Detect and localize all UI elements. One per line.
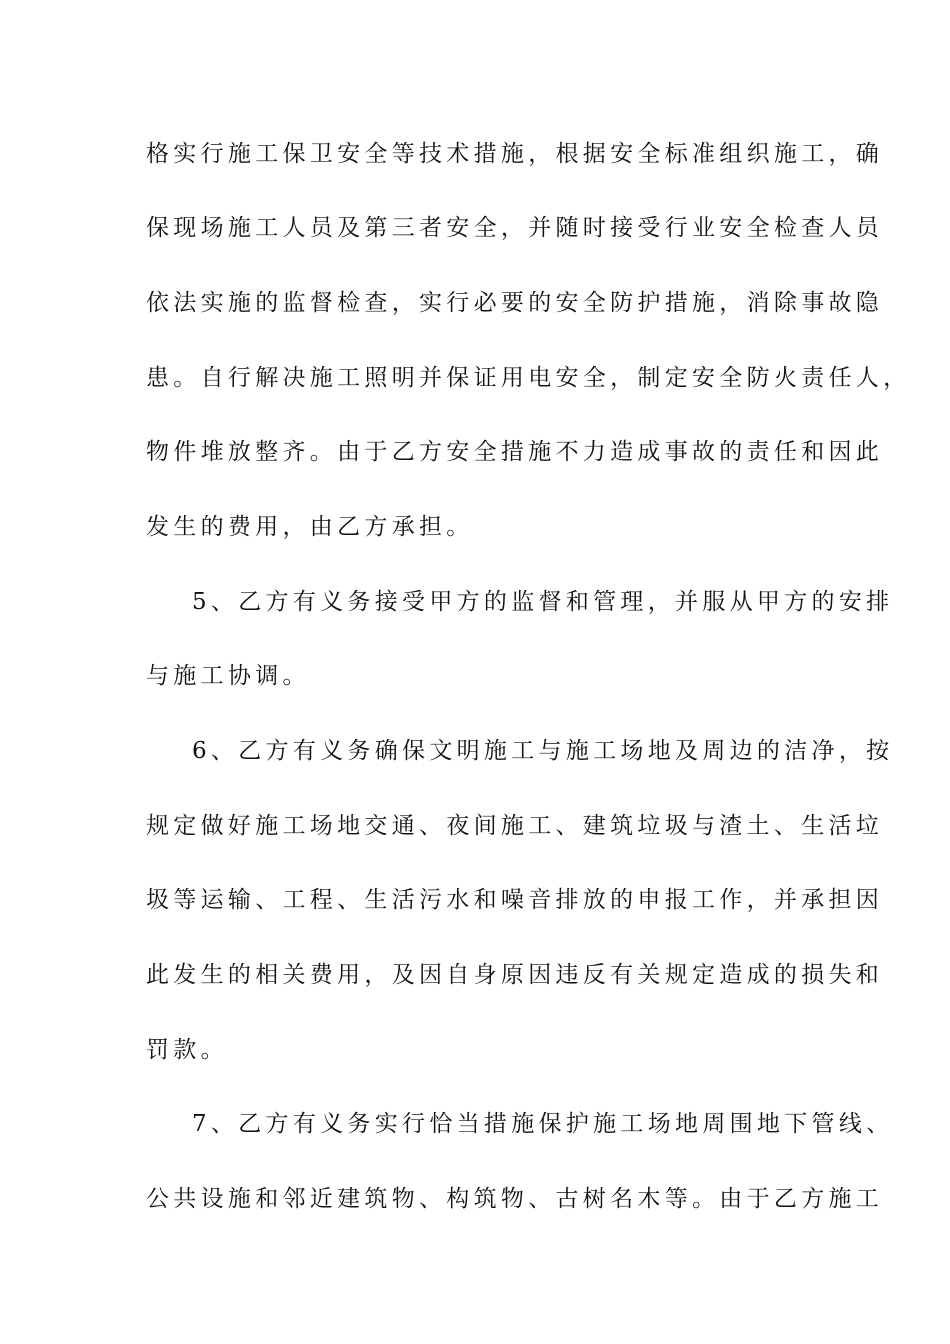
text-line: 公共设施和邻近建筑物、构筑物、古树名木等。由于乙方施工 (146, 1186, 884, 1212)
text-line: 规定做好施工场地交通、夜间施工、建筑垃圾与渣土、生活垃 (146, 813, 884, 839)
paragraph-5-start: 5、乙方有义务接受甲方的监督和管理，并服从甲方的安排 (192, 589, 894, 615)
text-line: 罚款。 (146, 1037, 228, 1063)
text-line: 保现场施工人员及第三者安全，并随时接受行业安全检查人员 (146, 215, 884, 241)
text-line: 此发生的相关费用，及因自身原因违反有关规定造成的损失和 (146, 962, 884, 988)
text-line: 圾等运输、工程、生活污水和噪音排放的申报工作，并承担因 (146, 887, 884, 913)
text-line: 患。自行解决施工照明并保证用电安全，制定安全防火责任人， (146, 365, 911, 391)
text-line: 依法实施的监督检查，实行必要的安全防护措施，消除事故隐 (146, 290, 884, 316)
text-line: 物件堆放整齐。由于乙方安全措施不力造成事故的责任和因此 (146, 439, 884, 465)
paragraph-6-start: 6、乙方有义务确保文明施工与施工场地及周边的洁净，按 (192, 738, 894, 764)
text-line: 与施工协调。 (146, 663, 310, 689)
text-line: 格实行施工保卫安全等技术措施，根据安全标准组织施工，确 (146, 141, 884, 167)
paragraph-7-start: 7、乙方有义务实行恰当措施保护施工场地周围地下管线、 (192, 1111, 894, 1137)
text-line: 发生的费用，由乙方承担。 (146, 514, 474, 540)
